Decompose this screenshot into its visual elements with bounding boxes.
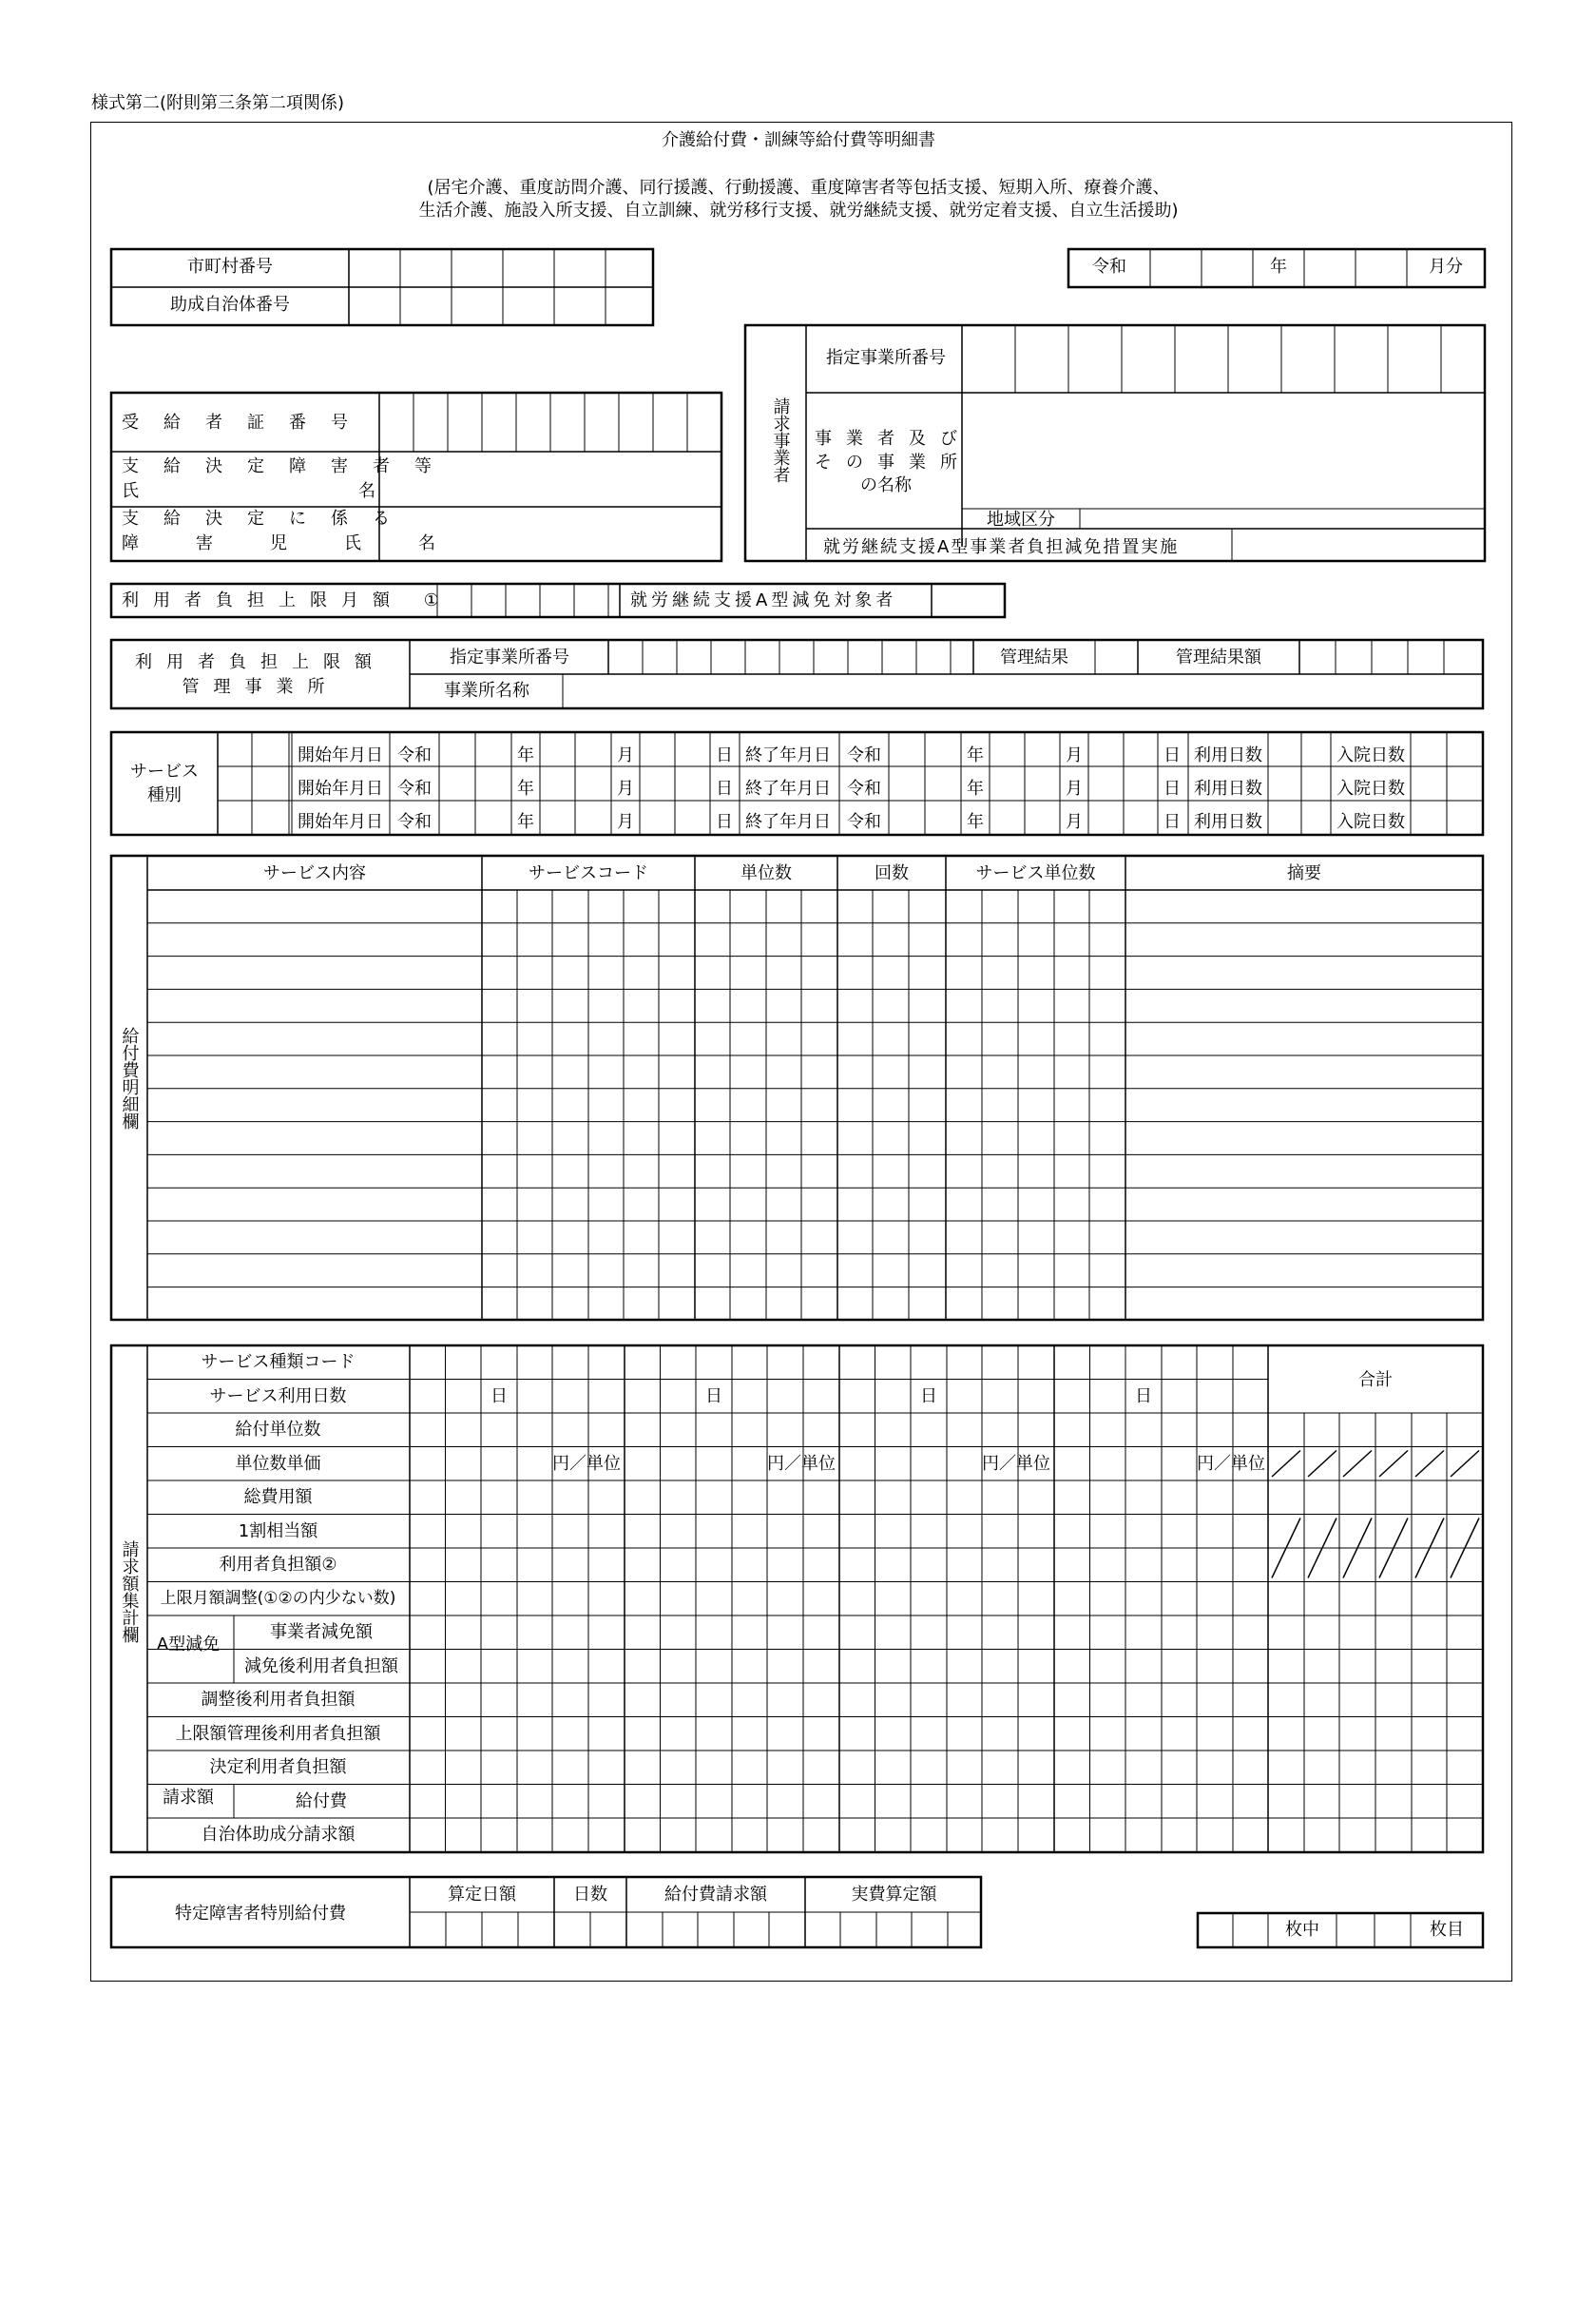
decision-person-label-shi: 氏 [122, 481, 139, 501]
service-units-header: サービス単位数 [975, 863, 1096, 883]
special-allowance-label: 特定障害者特別給付費 [175, 1904, 346, 1924]
page-number-label: 枚目 [1430, 1920, 1464, 1940]
end-day-label-2: 日 [1163, 779, 1181, 799]
monthly-limit-adjust-label: 上限月額調整(①②の内少ない数) [160, 1588, 396, 1608]
billing-provider-section-text: 請求事業者 [770, 397, 791, 483]
unit-price-unit-2: 円／単位 [767, 1453, 836, 1474]
service-content-header: サービス内容 [263, 863, 366, 883]
hosp-days-label-1: 入院日数 [1336, 745, 1405, 765]
management-office-name-label: 事業所名称 [444, 681, 529, 701]
start-day-label-2: 日 [716, 779, 733, 799]
calc-daily-amount-header: 算定日額 [448, 1885, 516, 1905]
provider-name-label-1: 事業者及び [815, 429, 971, 449]
end-month-label-3: 月 [1066, 812, 1083, 832]
unit-price-unit-4: 円／単位 [1197, 1453, 1265, 1474]
ten-percent-amount-label: 1割相当額 [238, 1520, 318, 1541]
disabled-child-name-label: 障害児氏名 [122, 533, 492, 553]
adjusted-burden-label: 調整後利用者負担額 [201, 1690, 356, 1710]
unit-price-label: 単位数単価 [235, 1453, 321, 1474]
end-era-label-1: 令和 [847, 745, 881, 765]
benefit-claim-label: 給付費 [296, 1790, 347, 1811]
service-use-days-label: サービス利用日数 [209, 1385, 347, 1406]
start-month-label-3: 月 [617, 812, 634, 832]
use-days-label-1: 利用日数 [1194, 745, 1262, 765]
end-year-label-1: 年 [967, 745, 984, 765]
post-management-burden-label: 上限額管理後利用者負担額 [175, 1723, 381, 1744]
management-result-amount-label: 管理結果額 [1176, 648, 1261, 667]
provider-office-number-label: 指定事業所番号 [826, 348, 946, 368]
use-day-unit-2: 日 [705, 1385, 722, 1406]
total-label: 合計 [1358, 1370, 1393, 1390]
decision-child-label: 支給決定に係る [122, 509, 414, 529]
a-type-reduction-label: 就労継続支援A型事業者負担減免措置実施 [823, 537, 1180, 557]
start-year-label-2: 年 [517, 779, 534, 799]
start-month-label-2: 月 [617, 779, 634, 799]
era-label: 令和 [1092, 257, 1126, 277]
use-day-unit-3: 日 [920, 1385, 937, 1406]
end-month-label-2: 月 [1066, 779, 1083, 799]
start-date-label-2: 開始年月日 [298, 779, 383, 799]
provider-name-label-2: その事業所 [815, 453, 971, 473]
start-era-label-3: 令和 [397, 812, 432, 832]
provider-name-label-3: の名称 [860, 475, 912, 495]
claim-group-label: 請求額 [163, 1788, 214, 1808]
end-date-label-2: 終了年月日 [745, 779, 831, 799]
management-office-number-label: 指定事業所番号 [450, 648, 569, 667]
start-year-label-3: 年 [517, 812, 534, 832]
service-type-label-1: サービス [130, 762, 199, 782]
post-reduction-burden-label: 減免後利用者負担額 [244, 1655, 398, 1676]
decided-burden-label: 決定利用者負担額 [209, 1757, 347, 1777]
service-type-label-2: 種別 [147, 785, 182, 805]
start-day-label-1: 日 [716, 745, 733, 765]
form-title: 介護給付費・訓練等給付費等明細書 [662, 130, 935, 150]
unit-price-unit-3: 円／単位 [982, 1453, 1050, 1474]
services-list-line-2: 生活介護、施設入所支援、自立訓練、就労移行支援、就労継続支援、就労定着支援、自立生活援助) [418, 201, 1179, 221]
month-label: 月分 [1429, 257, 1463, 277]
end-year-label-3: 年 [967, 812, 984, 832]
start-year-label-1: 年 [517, 745, 534, 765]
region-class-label: 地域区分 [987, 510, 1055, 530]
unit-price-unit-1: 円／単位 [552, 1453, 621, 1474]
benefit-claim-amount-header: 給付費請求額 [664, 1885, 767, 1905]
start-month-label-1: 月 [617, 745, 634, 765]
recipient-cert-number-label: 受給者証番号 [122, 413, 373, 433]
service-code-header: サービスコード [529, 863, 648, 883]
billing-provider-section-label [769, 397, 790, 488]
unit-count-header: 単位数 [740, 863, 792, 883]
limit-management-label-2: 管理事業所 [182, 677, 339, 697]
end-month-label-1: 月 [1066, 745, 1083, 765]
summary-section-text: 請求額集計欄 [119, 1540, 140, 1643]
use-days-label-3: 利用日数 [1194, 812, 1262, 832]
year-label: 年 [1270, 257, 1287, 277]
start-date-label-1: 開始年月日 [298, 745, 383, 765]
end-date-label-1: 終了年月日 [745, 745, 831, 765]
times-header: 回数 [875, 863, 909, 883]
remarks-header: 摘要 [1287, 863, 1321, 883]
a-type-target-label: 就労継続支援A型減免対象者 [630, 590, 897, 610]
start-day-label-3: 日 [716, 812, 733, 832]
summary-section-label [118, 1540, 139, 1648]
detail-section-text: 給付費明細欄 [119, 1027, 140, 1130]
services-list-line-1: (居宅介護、重度訪問介護、同行援護、行動援護、重度障害者等包括支援、短期入所、療養介護、 [427, 178, 1170, 198]
hosp-days-label-2: 入院日数 [1336, 779, 1405, 799]
use-day-unit-4: 日 [1135, 1385, 1152, 1406]
municipal-subsidy-claim-label: 自治体助成分請求額 [201, 1825, 356, 1845]
end-era-label-2: 令和 [847, 779, 881, 799]
subsidy-municipality-number-label: 助成自治体番号 [170, 295, 290, 315]
end-day-label-3: 日 [1163, 812, 1181, 832]
end-era-label-3: 令和 [847, 812, 881, 832]
municipality-number-label: 市町村番号 [187, 257, 273, 277]
monthly-limit-label: 利用者負担上限月額 ① [122, 590, 453, 610]
benefit-units-label: 給付単位数 [235, 1420, 321, 1440]
limit-management-label-1: 利用者負担上限額 [135, 652, 386, 672]
total-cost-label: 総費用額 [243, 1487, 313, 1507]
management-result-label: 管理結果 [1000, 648, 1068, 667]
form-number: 様式第二(附則第三条第二項関係) [91, 93, 345, 113]
hosp-days-label-3: 入院日数 [1336, 812, 1405, 832]
pages-of-label: 枚中 [1285, 1920, 1319, 1940]
use-day-unit-1: 日 [490, 1385, 508, 1406]
decision-person-label-mei: 名 [358, 481, 375, 501]
detail-section-label [118, 1027, 139, 1134]
days-header: 日数 [573, 1885, 607, 1905]
provider-reduction-label: 事業者減免額 [270, 1622, 373, 1642]
end-date-label-3: 終了年月日 [745, 812, 831, 832]
decision-person-label: 支給決定障害者等 [122, 456, 456, 476]
end-year-label-2: 年 [967, 779, 984, 799]
actual-cost-header: 実費算定額 [851, 1885, 937, 1905]
start-date-label-3: 開始年月日 [298, 812, 383, 832]
end-day-label-1: 日 [1163, 745, 1181, 765]
user-burden-label: 利用者負担額② [219, 1555, 337, 1575]
start-era-label-2: 令和 [397, 779, 432, 799]
a-type-reduction-group-label: A型減免 [156, 1635, 221, 1654]
start-era-label-1: 令和 [397, 745, 432, 765]
use-days-label-2: 利用日数 [1194, 779, 1262, 799]
service-kind-code-label: サービス種類コード [201, 1352, 356, 1372]
